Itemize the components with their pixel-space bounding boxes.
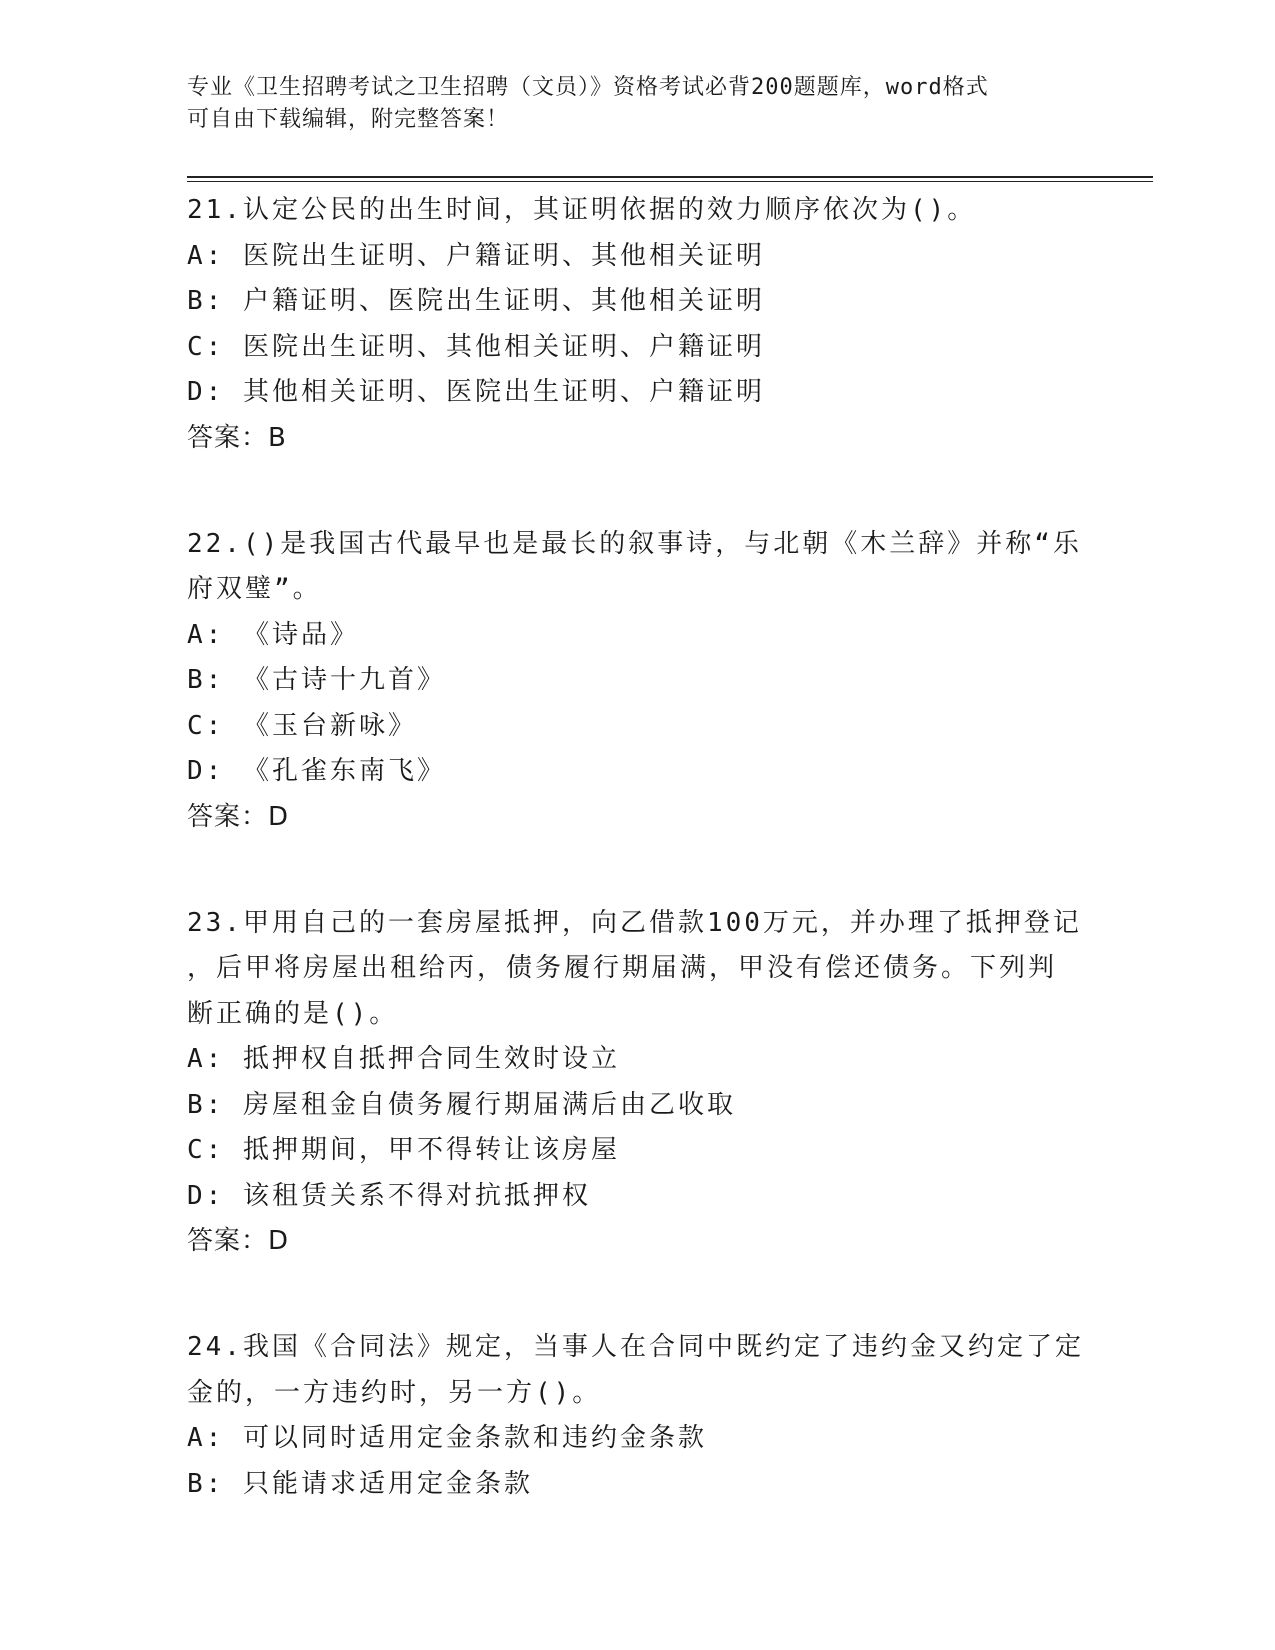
option-b: B: 《古诗十九首》: [187, 665, 446, 695]
question-block: [187, 188, 1087, 461]
question-list: [187, 188, 1087, 1507]
spacer: [187, 886, 1087, 901]
question-block: [187, 901, 1087, 1265]
option-d: D: 《孔雀东南飞》: [187, 756, 446, 786]
question-text-continued: 府双璧”。: [187, 574, 322, 604]
option-a: A: 抵押权自抵押合同生效时设立: [187, 1044, 620, 1074]
answer-text: 答案：D: [187, 801, 290, 832]
option-d: D: 该租赁关系不得对抗抵押权: [187, 1180, 591, 1211]
question-text: 21.认定公民的出生时间，其证明依据的效力顺序依次为()。: [187, 195, 977, 225]
option-c: C: 医院出生证明、其他相关证明、户籍证明: [187, 331, 765, 362]
option-a: A: 可以同时适用定金条款和违约金条款: [187, 1423, 707, 1453]
option-a: A: 《诗品》: [187, 619, 359, 650]
question-block: [187, 522, 1087, 841]
question-text: 22.()是我国古代最早也是最长的叙事诗，与北朝《木兰辞》并称“乐: [187, 528, 1082, 559]
question-text-continued: ，后甲将房屋出租给丙，债务履行期届满，甲没有偿还债务。下列判: [187, 953, 1058, 983]
answer-text: 答案：D: [187, 1226, 290, 1256]
option-b: B: 只能请求适用定金条款: [187, 1468, 533, 1499]
question-text-continued: 断正确的是()。: [187, 998, 399, 1029]
spacer: [187, 840, 1087, 886]
spacer: [187, 1265, 1087, 1311]
option-a: A: 医院出生证明、户籍证明、其他相关证明: [187, 240, 765, 271]
header-line-1: 专业《卫生招聘考试之卫生招聘（文员）》资格考试必背200题题库，word格式: [187, 75, 989, 100]
answer-text: 答案：B: [187, 422, 287, 453]
question-text: 23.甲用自己的一套房屋抵押，向乙借款100万元，并办理了抵押登记: [187, 907, 1082, 938]
question-block: [187, 1325, 1087, 1507]
option-d: D: 其他相关证明、医院出生证明、户籍证明: [187, 377, 765, 407]
spacer: [187, 461, 1087, 507]
option-b: B: 户籍证明、医院出生证明、其他相关证明: [187, 286, 765, 316]
spacer: [187, 1310, 1087, 1325]
option-c: C: 抵押期间，甲不得转让该房屋: [187, 1135, 620, 1165]
header-rule-thin: [187, 181, 1153, 182]
document-header: [187, 72, 1067, 136]
option-b: B: 房屋租金自债务履行期届满后由乙收取: [187, 1089, 736, 1120]
question-text-continued: 金的，一方违约时，另一方()。: [187, 1377, 602, 1408]
header-rule-thick: [187, 176, 1153, 178]
spacer: [187, 507, 1087, 522]
option-c: C: 《玉台新咏》: [187, 710, 417, 741]
question-text: 24.我国《合同法》规定，当事人在合同中既约定了违约金又约定了定: [187, 1332, 1084, 1362]
header-line-2: 可自由下载编辑，附完整答案！: [187, 107, 510, 132]
